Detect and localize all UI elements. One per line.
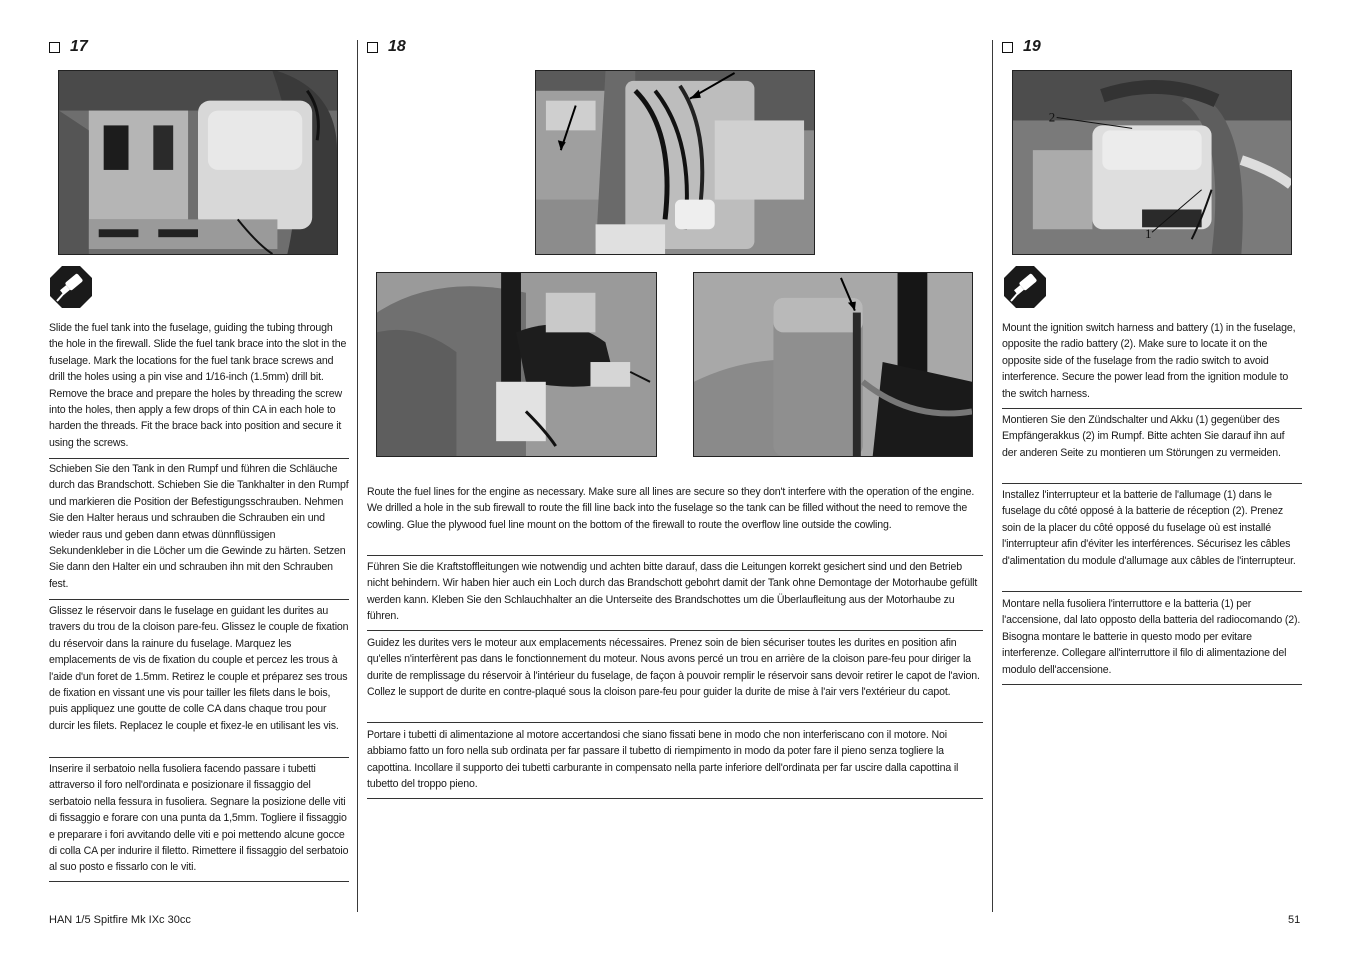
step-18-text-de: Führen Sie die Kraftstoffleitungen wie notwendig und achten bitte darauf, dass die Leitungen korrekt gesichert sind und den Betrieb nicht behindern. Wir haben hier auch ein Loch durch das Brandschott gebohrt damit der Tank ohne Demontage der Motorhaube gefüllt werden kann. Kleben Sie den Schlauchhalter an die Unterseite des Brandschottes um die Überlaufleitung aus der Motorhaube zu führen. xyxy=(367,559,983,631)
step-19-text-it: Montare nella fusoliera l'interruttore e la batteria (1) per l'accensione, dal lato opposto della batteria del radiocomando (2). Bisogna montare le batterie in questo modo per evitare interferenze. Collegare all'interruttore il filo di alimentazione del modulo dell'accensione. xyxy=(1002,596,1302,685)
step-17-text-it: Inserire il serbatoio nella fusoliera facendo passare i tubetti attraverso il foro nell'ordinata e posizionare il fissaggio del serbatoio nella fessura in fusoliera. Segnare la posizione delle viti di fissaggio e forare con una punta da 1,5mm. Togliere il fissaggio e preparare i fori avvitando delle viti e poi mettendo alcune gocce di colla CA per indurire il filetto. Rimettere il fissaggio del serbatoio al suo posto e fissarlo con le viti. xyxy=(49,761,349,882)
step-19-text-en: Mount the ignition switch harness and battery (1) in the fuselage, opposite the radio battery (2). Make sure to locate it on the opposite side of the fuselage from the radio switch to avoid interference. Secure the power lead from the ignition module to the switch harness. xyxy=(1002,320,1302,409)
step-18-text-it: Portare i tubetti di alimentazione al motore accertandosi che siano fissati bene in modo che non interferiscano con il motore. Noi abbiamo fatto un foro nella sub ordinata per far passare il tubetto di riempimento in modo da poter fare il pieno senza togliere la capottina. Incollare il supporto dei tubetti carburante in compensato nella parte inferiore dell'ordinata per far uscire dalla capottina il tubetto del troppo pieno. xyxy=(367,727,983,799)
column-divider-2 xyxy=(992,40,993,912)
callout-2-label: 2 xyxy=(1048,110,1056,125)
step-18-heading xyxy=(367,38,406,56)
callout-1-label: 1 xyxy=(1145,227,1152,242)
step-18-checkbox[interactable] xyxy=(367,42,378,53)
step-17-text-fr: Glissez le réservoir dans le fuselage en guidant les durites au travers du trou de la cloison pare-feu. Glissez le couple de fixation du réservoir dans la rainure du fuselage. Marquez les emplacements de vis de fixation du couple et percez les trous à l'aide d'un foret de 1.5mm. Retirez le couple et préparez ses trous de fixation en vissant une vis pour tailler les filets dans le bois, puis appliquez une goutte de colle CA dans chaque trou pour durcir les filets. Replacez le couple et fixez-le en utilisant les vis. xyxy=(49,603,349,758)
step-18-photo-engine xyxy=(376,272,657,457)
page-number: 51 xyxy=(1288,914,1301,926)
drill-tool-icon xyxy=(49,265,93,309)
footer-title: HAN 1/5 Spitfire Mk IXc 30cc xyxy=(49,914,191,926)
column-divider-1 xyxy=(357,40,358,912)
step-17-text-en: Slide the fuel tank into the fuselage, guiding the tubing through the hole in the firewall. Slide the fuel tank brace into the slot in the fuselage. Mark the locations for the fuel tank brace screws and drill the holes using a pin vise and 1/16-inch (1.5mm) drill bit. Remove the brace and prepare the holes by threading the screw into the holes, then apply a few drops of thin CA in each hole to harden the threads. Fit the brace back into position and secure it using the screws. xyxy=(49,320,349,459)
drill-tool-icon xyxy=(1003,265,1047,309)
step-19-checkbox[interactable] xyxy=(1002,42,1013,53)
step-19-text-de: Montieren Sie den Zündschalter und Akku (1) gegenüber des Empfängerakkus (2) im Rumpf. Bitte achten Sie darauf ihn auf der anderen Seite zu montieren um Störungen zu vermeiden. xyxy=(1002,412,1302,484)
step-19-text-fr: Installez l'interrupteur et la batterie de l'allumage (1) dans le fuselage du côté opposé à la batterie de réception (2). Prenez soin de la placer du côté opposé du fuselage où est installé l'interrupteur afin d'éviter les interférences. Sécurisez les câbles d'alimentation du module d'allumage aux câbles de l'interrupteur. xyxy=(1002,487,1302,592)
step-19-number: 19 xyxy=(1023,38,1041,55)
step-17-number: 17 xyxy=(70,38,88,55)
step-17-heading xyxy=(49,38,88,56)
step-17-checkbox[interactable] xyxy=(49,42,60,53)
step-18-text-fr: Guidez les durites vers le moteur aux emplacements nécessaires. Prenez soin de bien sécuriser toutes les durites en position afin qu'elles n'interfèrent pas dans le fonctionnement du moteur. Nous avons percé un trou en arrière de la cloison pare-feu pour diriger la durite de remplissage du réservoir à l'intérieur du fuselage, de façon à pouvoir remplir le réservoir sans devoir retirer le capot de l'avion. Collez le support de durite en contre-plaqué sous la cloison pare-feu pour guider la durite de mise à l'air vers l'extérieur du capot. xyxy=(367,635,983,723)
step-19-heading xyxy=(1002,38,1041,56)
step-18-photo-firewall xyxy=(535,70,815,255)
step-19-photo-ignition xyxy=(1012,70,1292,255)
step-17-text-de: Schieben Sie den Tank in den Rumpf und führen die Schläuche durch das Brandschott. Schieben Sie die Tankhalter in den Rumpf und markieren die Position der Befestigungsschrauben. Nehmen Sie den Halter heraus und schrauben die Schrauben ein und wieder raus und geben dann etwas dünnflüssigen Sekundenkleber in die Löcher um die Gewinde zu härten. Setzen Sie dann den Halter ein und schrauben ihn mit den Schrauben fest. xyxy=(49,461,349,600)
step-18-text-en: Route the fuel lines for the engine as necessary. Make sure all lines are secure so they don't interfere with the operation of the engine. We drilled a hole in the sub firewall to route the fill line back into the fuselage so the tank can be filled without the need to remove the cowling. Glue the plywood fuel line mount on the bottom of the firewall to route the overflow line outside the cowling. xyxy=(367,484,983,556)
step-17-photo-fuel-tank xyxy=(58,70,338,255)
step-18-number: 18 xyxy=(388,38,406,55)
step-18-photo-cowling-line xyxy=(693,272,973,457)
